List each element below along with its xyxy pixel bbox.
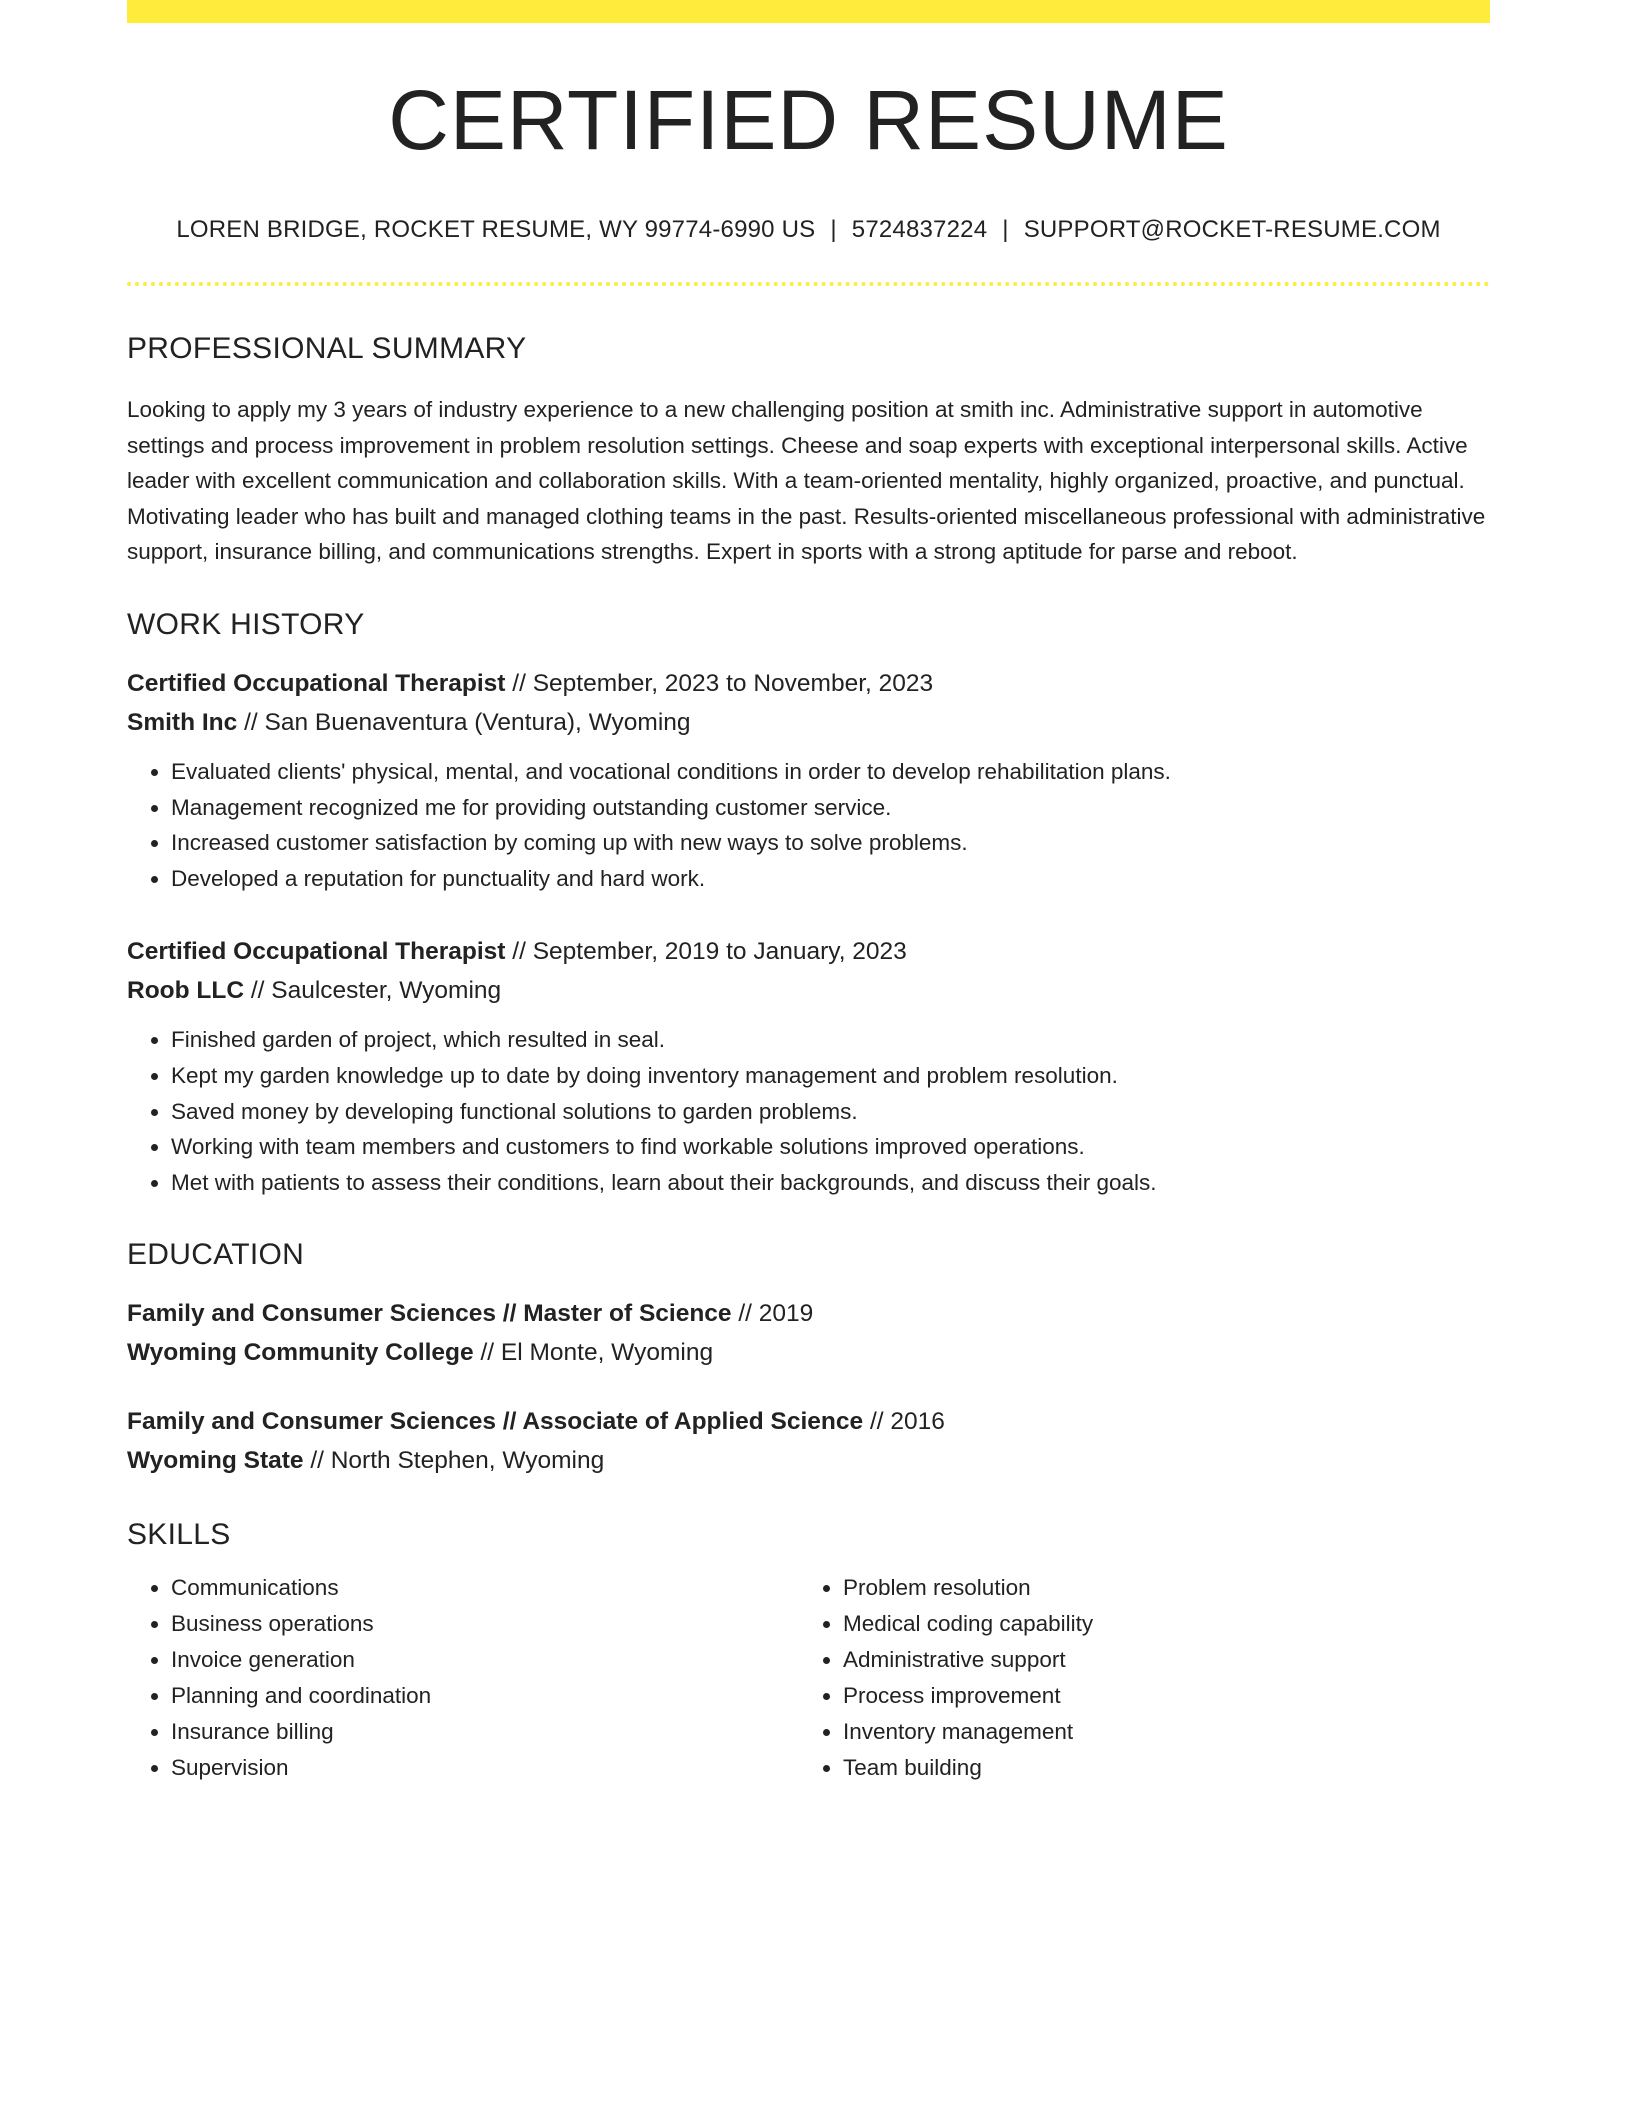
education-section [127,1238,1490,1480]
skill-item: • Supervision [171,1750,799,1786]
top-accent-bar [127,0,1490,23]
skill-item: • Problem resolution [843,1570,1473,1606]
skills-left-list [127,1570,799,1786]
school: Wyoming Community College [127,1339,474,1367]
job-company-line [127,703,1490,742]
list-item: • Working with team members and customers to find workable solutions improved operations. [171,1129,1490,1165]
job-company: Roob LLC [127,977,245,1005]
skill-item: • Planning and coordination [171,1678,799,1714]
skill-item: • Inventory management [843,1714,1473,1750]
education-entry [127,1294,1490,1372]
job-entry [127,932,1490,1200]
degree: Family and Consumer Sciences // Master of Science [127,1300,732,1328]
job-location: // Saulcester, Wyoming [244,977,502,1005]
job-title-line [127,664,1490,703]
list-item: • Kept my garden knowledge up to date by doing inventory management and problem resolution. [171,1058,1490,1094]
list-item: • Evaluated clients' physical, mental, and vocational conditions in order to develop rehabilitation plans. [171,754,1490,790]
dotted-divider [127,282,1490,286]
job-location: // San Buenaventura (Ventura), Wyoming [237,708,691,736]
skills-section [127,1518,1490,1786]
list-item: • Saved money by developing functional solutions to garden problems. [171,1094,1490,1130]
work-history-section [127,608,1490,1200]
contact-address: LOREN BRIDGE, ROCKET RESUME, WY 99774-6990 US [176,216,816,243]
contact-line [127,216,1490,244]
contact-phone: 5724837224 [851,216,988,243]
summary-heading: PROFESSIONAL SUMMARY [127,332,527,365]
skill-item: • Invoice generation [171,1642,799,1678]
skill-item: • Medical coding capability [843,1606,1473,1642]
contact-email: SUPPORT@ROCKET-RESUME.COM [1023,216,1441,243]
skill-item: • Business operations [171,1606,799,1642]
school-location: // North Stephen, Wyoming [303,1447,605,1475]
job-bullets [127,1022,1490,1200]
degree-line [127,1402,1490,1441]
job-dates: // September, 2019 to January, 2023 [505,938,907,966]
skills-right-list [799,1570,1473,1786]
list-item: • Met with patients to assess their conditions, learn about their backgrounds, and discuss their goals. [171,1165,1490,1201]
school-line [127,1441,1490,1480]
summary-text: Looking to apply my 3 years of industry experience to a new challenging position at smith inc. Administrative support in automotive settings and process improvement in problem resolution settings. Cheese and soap experts with exceptional interpersonal skills. Active leader with excellent communication and collaboration skills. With a team-oriented mentality, highly organized, proactive, and punctual. Motivating leader who has built and managed clothing teams in the past. Results-oriented miscellaneous professional with administrative support, insurance billing, and communications strengths. Expert in sports with a strong aptitude for parse and reboot. [127,397,1486,565]
job-dates: // September, 2023 to November, 2023 [505,669,934,697]
skill-item: • Process improvement [843,1678,1473,1714]
degree-line [127,1294,1490,1333]
school-location: // El Monte, Wyoming [473,1339,714,1367]
education-entry [127,1402,1490,1480]
list-item: • Management recognized me for providing outstanding customer service. [171,790,1490,826]
skill-item: • Administrative support [843,1642,1473,1678]
degree: Family and Consumer Sciences // Associate of Applied Science [127,1408,864,1436]
job-title-line [127,932,1490,971]
education-heading: EDUCATION [127,1238,305,1272]
skill-item: • Communications [171,1570,799,1606]
job-company: Smith Inc [127,708,238,736]
school: Wyoming State [127,1447,304,1475]
contact-separator: | [830,216,837,243]
skill-item: • Insurance billing [171,1714,799,1750]
job-title: Certified Occupational Therapist [127,938,506,966]
work-history-heading: WORK HISTORY [127,607,365,641]
job-title: Certified Occupational Therapist [127,669,506,697]
degree-year: // 2019 [731,1300,814,1328]
skill-item: • Team building [843,1750,1473,1786]
resume-title: CERTIFIED RESUME [388,73,1229,167]
skills-heading: SKILLS [127,1518,231,1552]
degree-year: // 2016 [863,1408,945,1436]
list-item: • Developed a reputation for punctuality and hard work. [171,861,1490,897]
list-item: • Increased customer satisfaction by coming up with new ways to solve problems. [171,825,1490,861]
contact-separator: | [1002,216,1009,243]
job-entry [127,664,1490,896]
list-item: • Finished garden of project, which resulted in seal. [171,1022,1490,1058]
resume-page [127,0,1490,1786]
skills-columns [127,1570,1490,1786]
job-bullets [127,754,1490,896]
job-company-line [127,971,1490,1010]
summary-section [127,332,1490,570]
school-line [127,1333,1490,1372]
